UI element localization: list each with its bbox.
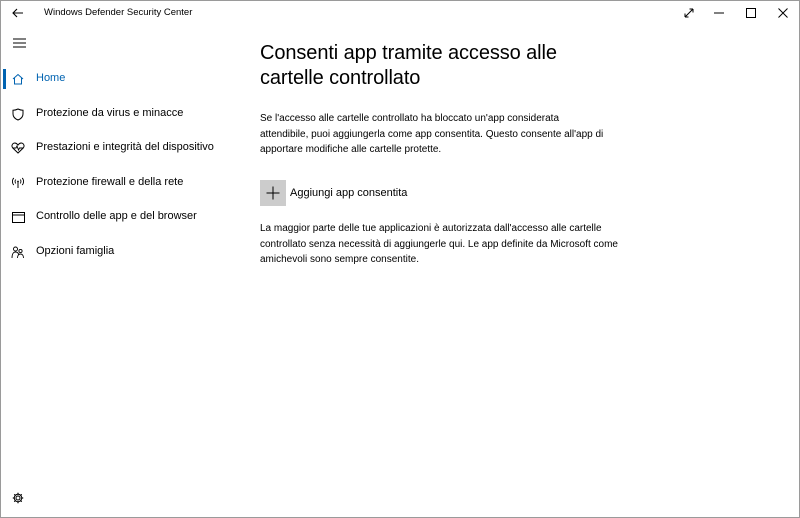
shield-icon	[10, 106, 26, 122]
settings-button[interactable]	[10, 490, 26, 506]
sidebar-item-app-browser-control[interactable]	[1, 202, 231, 232]
sidebar-item-label: Controllo delle app e del browser	[36, 210, 197, 222]
selection-indicator	[3, 69, 6, 89]
sidebar-item-family-options[interactable]	[1, 237, 231, 267]
page-description: Se l'accesso alle cartelle controllato ha bloccato un'app considerata attendibile, puoi aggiungerla come app consentita. Questo consente all'app di apportare modifiche alle cartelle protette.	[260, 113, 604, 155]
sidebar-item-firewall[interactable]	[1, 168, 231, 198]
sidebar-item-device-health[interactable]	[1, 133, 231, 163]
add-allowed-app-label: Aggiungi app consentita	[290, 187, 408, 199]
back-arrow-icon	[12, 8, 24, 18]
antenna-icon	[10, 175, 26, 191]
page-title: Consenti app tramite accesso alle cartelle controllato	[260, 42, 557, 89]
window-title: Windows Defender Security Center	[44, 7, 193, 18]
info-text: La maggior parte delle tue applicazioni è autorizzata dall'accesso alle cartelle controllato senza necessità di aggiungerle qui. Le app definite da Microsoft come amichevoli sono sempre consentite.	[260, 223, 618, 265]
hamburger-menu-button[interactable]	[9, 35, 29, 51]
sidebar-item-label: Prestazioni e integrità del dispositivo	[36, 141, 214, 153]
sidebar-item-label: Protezione da virus e minacce	[36, 107, 184, 119]
minimize-button[interactable]	[703, 1, 735, 25]
sidebar-item-label: Protezione firewall e della rete	[36, 176, 184, 188]
add-allowed-app-button[interactable]	[260, 180, 407, 206]
main-content	[260, 41, 620, 265]
back-button[interactable]	[1, 1, 35, 25]
title-bar	[1, 1, 799, 25]
sidebar	[1, 25, 231, 517]
close-button[interactable]	[767, 1, 799, 25]
minimize-icon	[714, 8, 724, 18]
gear-icon	[12, 492, 24, 504]
home-icon	[10, 71, 26, 87]
resize-button[interactable]	[675, 1, 703, 25]
window-controls	[675, 1, 799, 25]
sidebar-item-home[interactable]	[1, 64, 231, 94]
add-tile	[260, 180, 286, 206]
maximize-button[interactable]	[735, 1, 767, 25]
family-icon	[10, 244, 26, 260]
diagonal-arrows-icon	[684, 8, 694, 18]
sidebar-item-label: Opzioni famiglia	[36, 245, 115, 257]
plus-icon	[266, 186, 280, 200]
hamburger-icon	[13, 38, 26, 48]
maximize-icon	[746, 8, 756, 18]
browser-window-icon	[10, 209, 26, 225]
heart-pulse-icon	[10, 140, 26, 156]
sidebar-item-virus-protection[interactable]	[1, 99, 231, 129]
close-icon	[778, 8, 788, 18]
sidebar-item-label: Home	[36, 72, 66, 84]
